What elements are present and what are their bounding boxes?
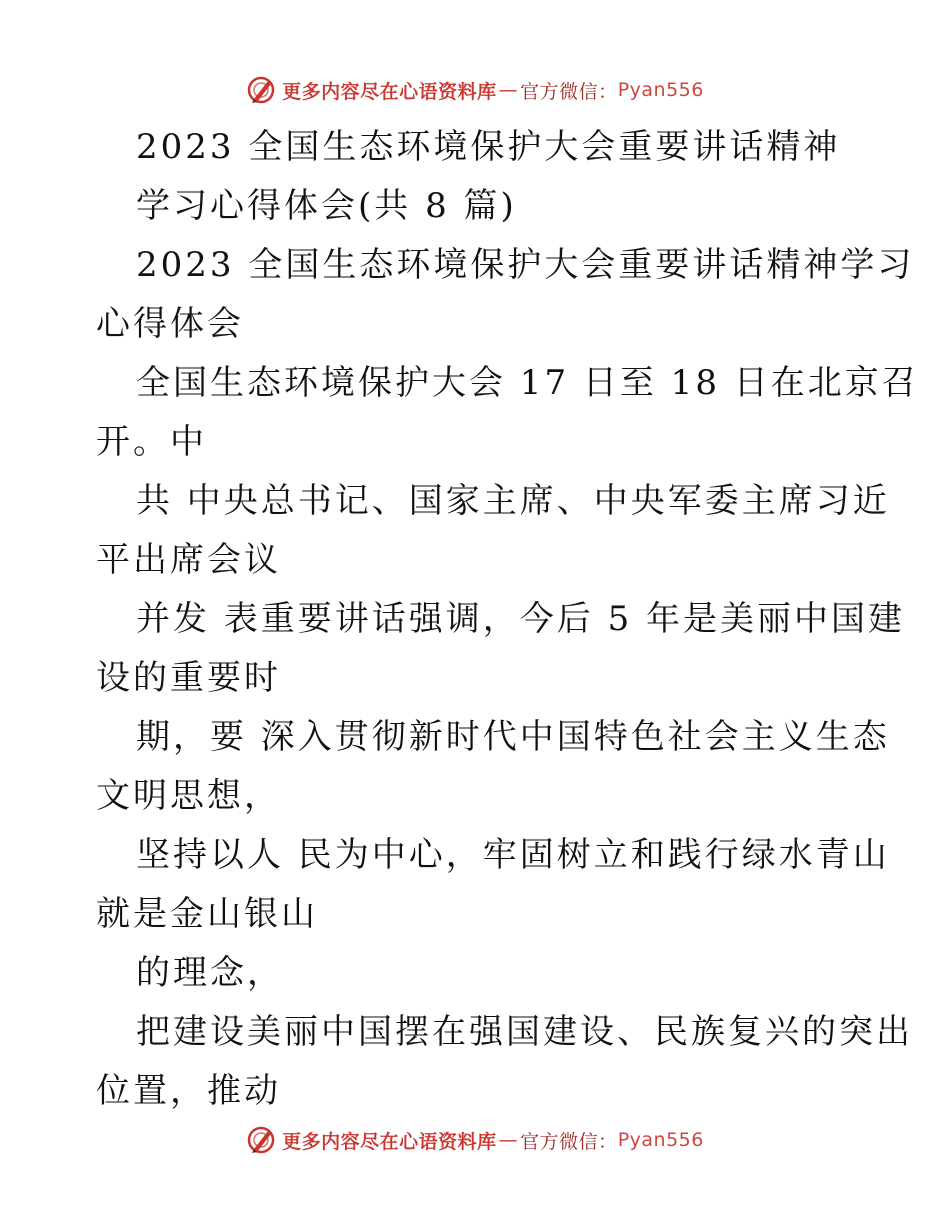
paragraph-line: 文明思想， bbox=[96, 776, 281, 816]
banner-site-name: 更多内容尽在心语资料库 bbox=[282, 80, 497, 103]
banner-wechat-id: Pyan556 bbox=[617, 1129, 704, 1151]
paragraph-line: 全国生态环境保护大会 17 日至 18 日在北京召 bbox=[136, 363, 919, 403]
banner-wechat-id: Pyan556 bbox=[617, 79, 704, 101]
banner-separator: — bbox=[498, 79, 519, 101]
banner-site-name: 更多内容尽在心语资料库 bbox=[282, 1130, 497, 1153]
paragraph-line: 开。中 bbox=[96, 422, 207, 462]
header-watermark-banner bbox=[0, 70, 950, 110]
doc-title-line-1: 2023 全国生态环境保护大会重要讲话精神 bbox=[136, 127, 841, 167]
paragraph-line: 设的重要时 bbox=[96, 658, 281, 698]
paragraph-line: 共 中央总书记、国家主席、中央军委主席习近 bbox=[136, 481, 890, 521]
paragraph-line: 把建设美丽中国摆在强国建设、民族复兴的突出 bbox=[136, 1012, 913, 1052]
paragraph-line: 平出席会议 bbox=[96, 540, 281, 580]
banner-wechat-label: 官方微信： bbox=[520, 80, 618, 103]
paragraph-line: 位置，推动 bbox=[96, 1071, 281, 1111]
banner-wechat-label: 官方微信： bbox=[520, 1130, 618, 1153]
paragraph-line: 心得体会 bbox=[96, 304, 244, 344]
paragraph-line: 的理念， bbox=[136, 953, 284, 993]
paragraph-line: 2023 全国生态环境保护大会重要讲话精神学习 bbox=[136, 245, 915, 285]
banner-separator: — bbox=[498, 1129, 519, 1151]
document-body bbox=[96, 118, 919, 1121]
paragraph-line: 坚持以人 民为中心，牢固树立和践行绿水青山 bbox=[136, 835, 890, 875]
footer-watermark-banner bbox=[0, 1120, 950, 1160]
pen-logo-icon bbox=[246, 75, 276, 105]
paragraph-line: 期，要 深入贯彻新时代中国特色社会主义生态 bbox=[136, 717, 890, 757]
paragraph-line: 就是金山银山 bbox=[96, 894, 318, 934]
doc-title-line-2: 学习心得体会(共 8 篇) bbox=[136, 186, 517, 226]
pen-logo-icon bbox=[246, 1125, 276, 1155]
paragraph-line: 并发 表重要讲话强调，今后 5 年是美丽中国建 bbox=[136, 599, 906, 639]
